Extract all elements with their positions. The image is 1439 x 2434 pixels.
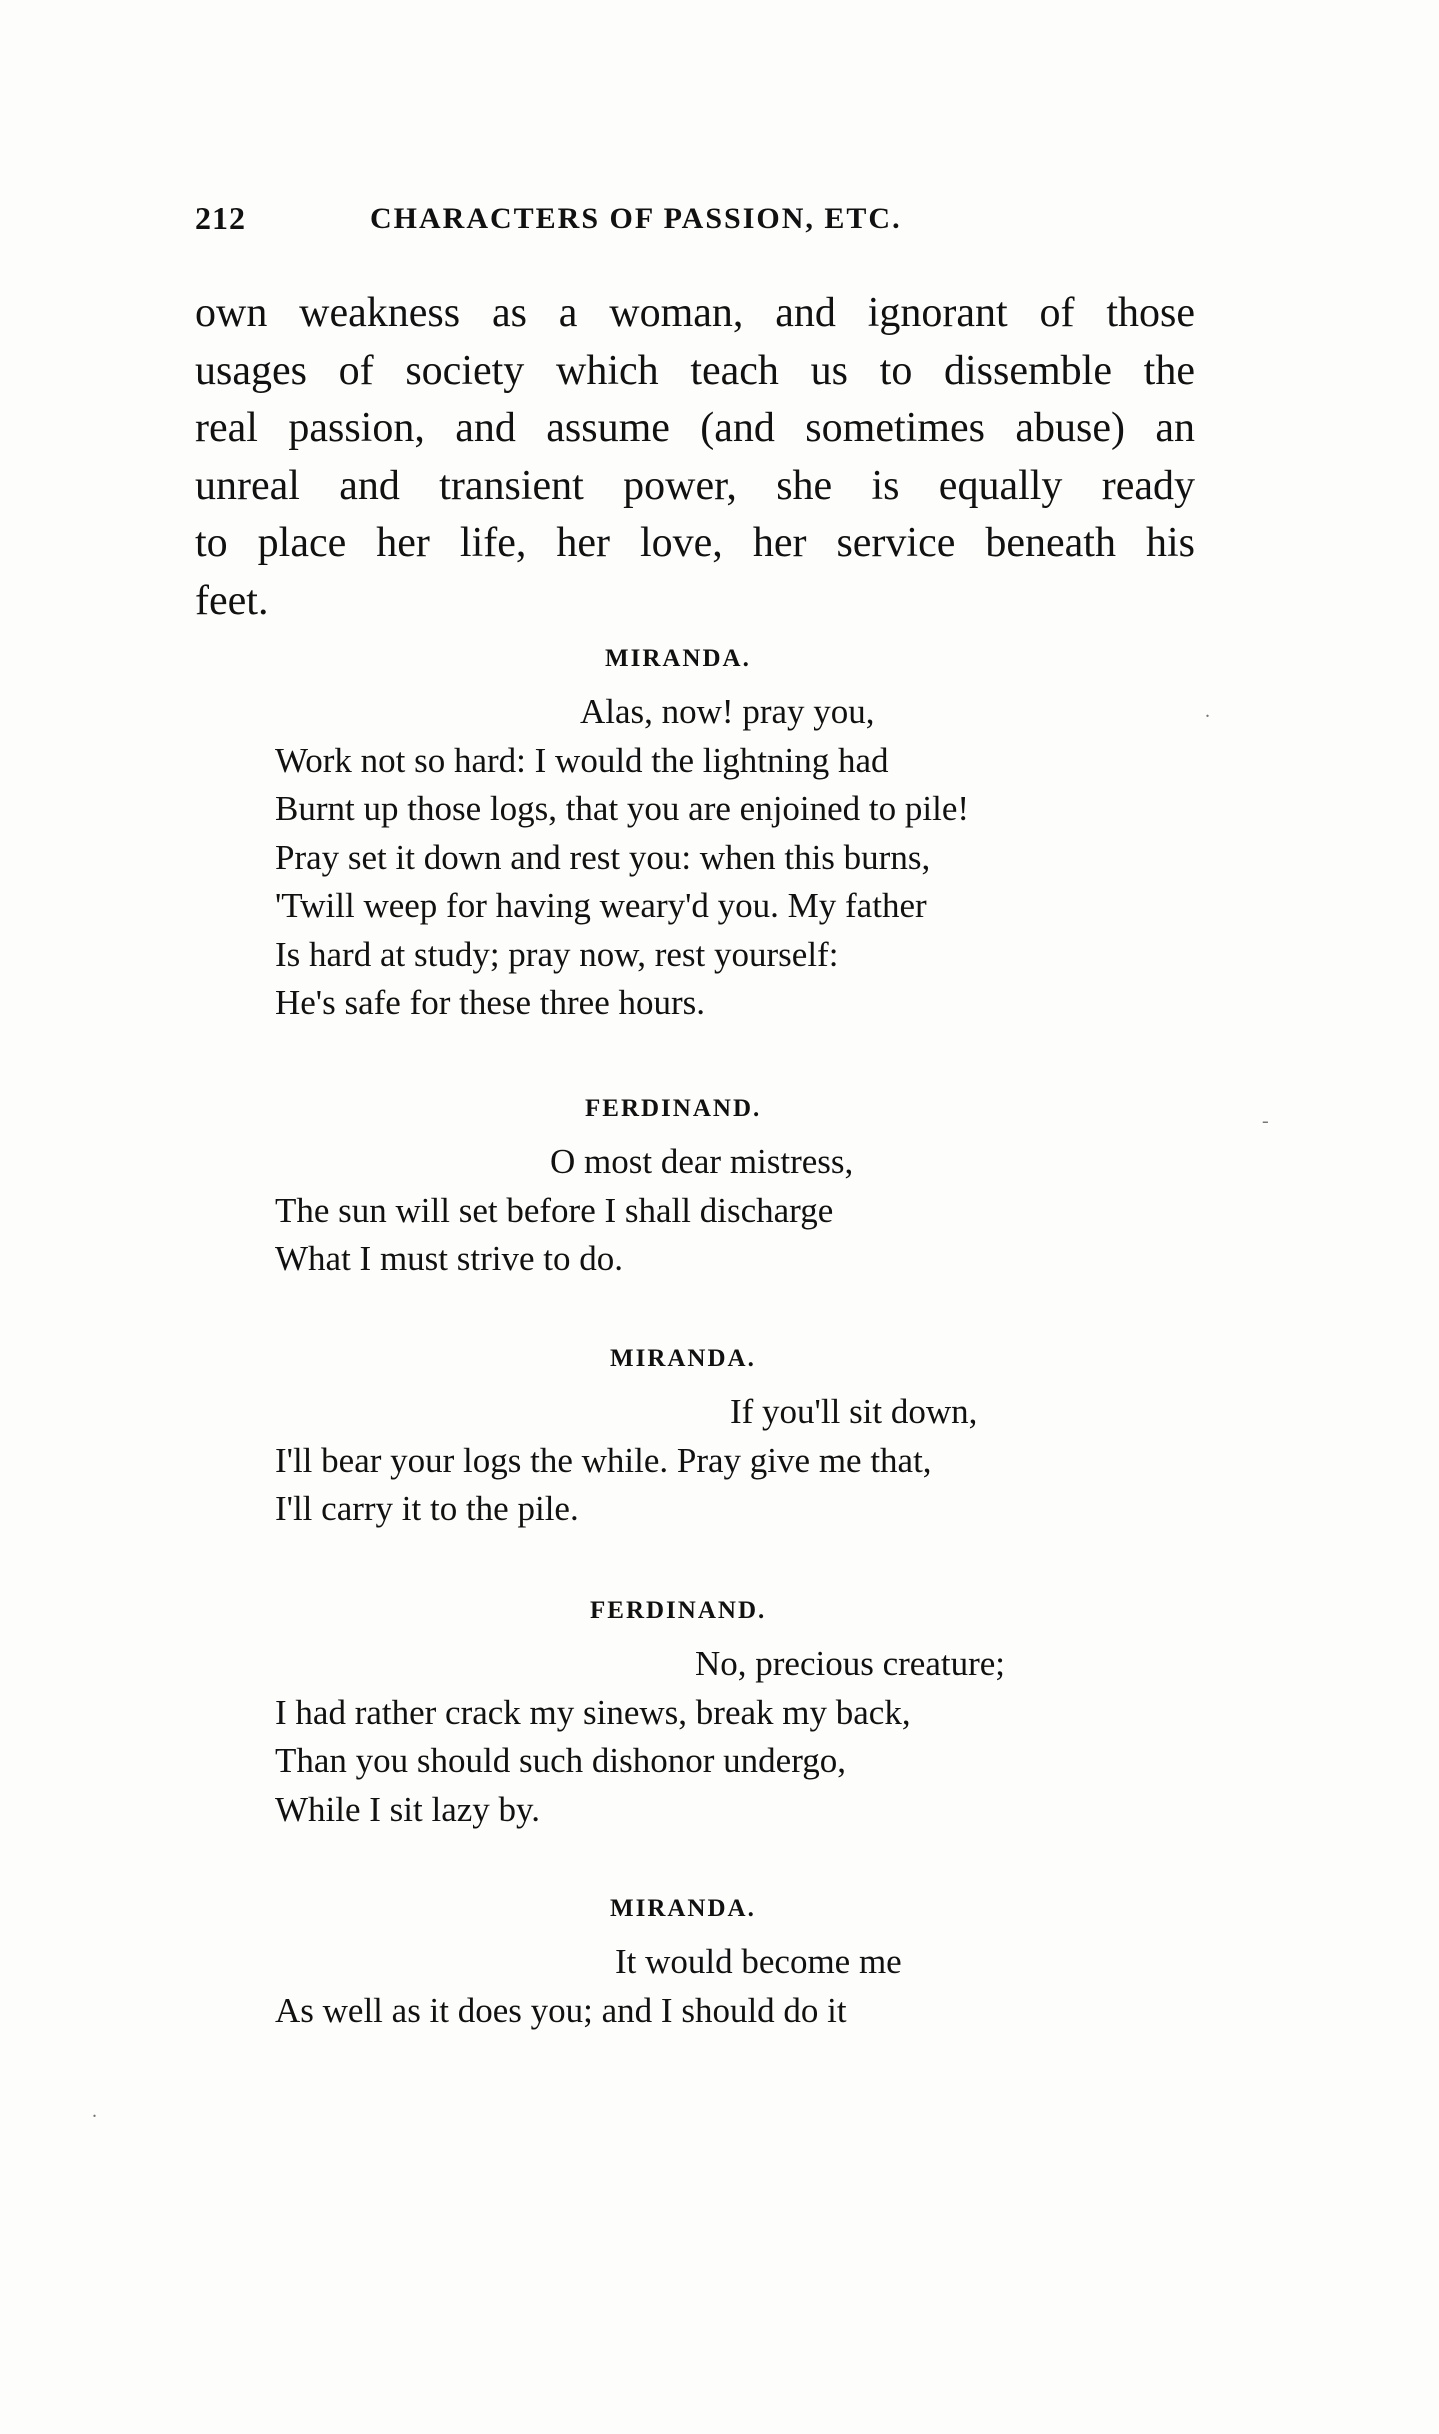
verse-line: Work not so hard: I would the lightning had	[275, 740, 889, 780]
page-number: 212	[195, 200, 246, 236]
prose-line: own weakness as a woman, and ignorant of those	[195, 290, 1195, 336]
speaker-name: MIRANDA.	[610, 1895, 756, 1922]
verse-line: It would become me	[615, 1942, 902, 1981]
stray-ink-mark: .	[92, 2100, 97, 2122]
speaker-name: MIRANDA.	[610, 1345, 756, 1372]
verse-line: Alas, now! pray you,	[580, 692, 875, 731]
verse-line: I'll carry it to the pile.	[275, 1489, 579, 1528]
verse-line: He's safe for these three hours.	[275, 983, 706, 1022]
verse-line: If you'll sit down,	[730, 1392, 978, 1431]
speech-verse	[275, 1640, 1005, 1834]
verse-line: No, precious creature;	[695, 1644, 1005, 1683]
verse-line: Is hard at study; pray now, rest yourself:	[275, 934, 839, 974]
speech-verse	[275, 1938, 902, 2035]
prose-paragraph	[195, 285, 1195, 630]
speaker-name: FERDINAND.	[590, 1597, 767, 1624]
page-header	[195, 200, 1035, 250]
verse-line: The sun will set before I shall discharge	[275, 1190, 834, 1230]
speaker-name: FERDINAND.	[585, 1095, 762, 1122]
verse-line: O most dear mistress,	[550, 1142, 854, 1181]
stray-ink-mark: .	[1205, 700, 1210, 722]
speech-verse	[275, 688, 969, 1028]
verse-line: As well as it does you; and I should do it	[275, 1990, 847, 2030]
verse-line: Burnt up those logs, that you are enjoined to pile!	[275, 789, 970, 828]
stray-ink-mark: ‐	[1262, 1110, 1269, 1132]
running-title: CHARACTERS OF PASSION, ETC.	[370, 202, 902, 235]
verse-line: What I must strive to do.	[275, 1239, 624, 1278]
verse-line: I'll bear your logs the while. Pray give me that,	[275, 1440, 932, 1480]
prose-line: unreal and transient power, she is equally ready	[195, 462, 1195, 509]
verse-line: Than you should such dishonor undergo,	[275, 1741, 846, 1780]
prose-line: usages of society which teach us to dissemble the	[195, 347, 1195, 394]
verse-line: While I sit lazy by.	[275, 1789, 541, 1829]
prose-line: to place her life, her love, her service beneath his	[195, 520, 1195, 566]
verse-line: I had rather crack my sinews, break my back,	[275, 1692, 911, 1732]
verse-line: 'Twill weep for having weary'd you. My father	[275, 886, 927, 925]
prose-line: real passion, and assume (and sometimes abuse) an	[195, 405, 1195, 451]
speech-verse	[275, 1388, 977, 1534]
speaker-name: MIRANDA.	[605, 645, 751, 672]
prose-line: feet.	[195, 577, 269, 624]
verse-line: Pray set it down and rest you: when this burns,	[275, 837, 931, 877]
speech-verse	[275, 1138, 853, 1284]
